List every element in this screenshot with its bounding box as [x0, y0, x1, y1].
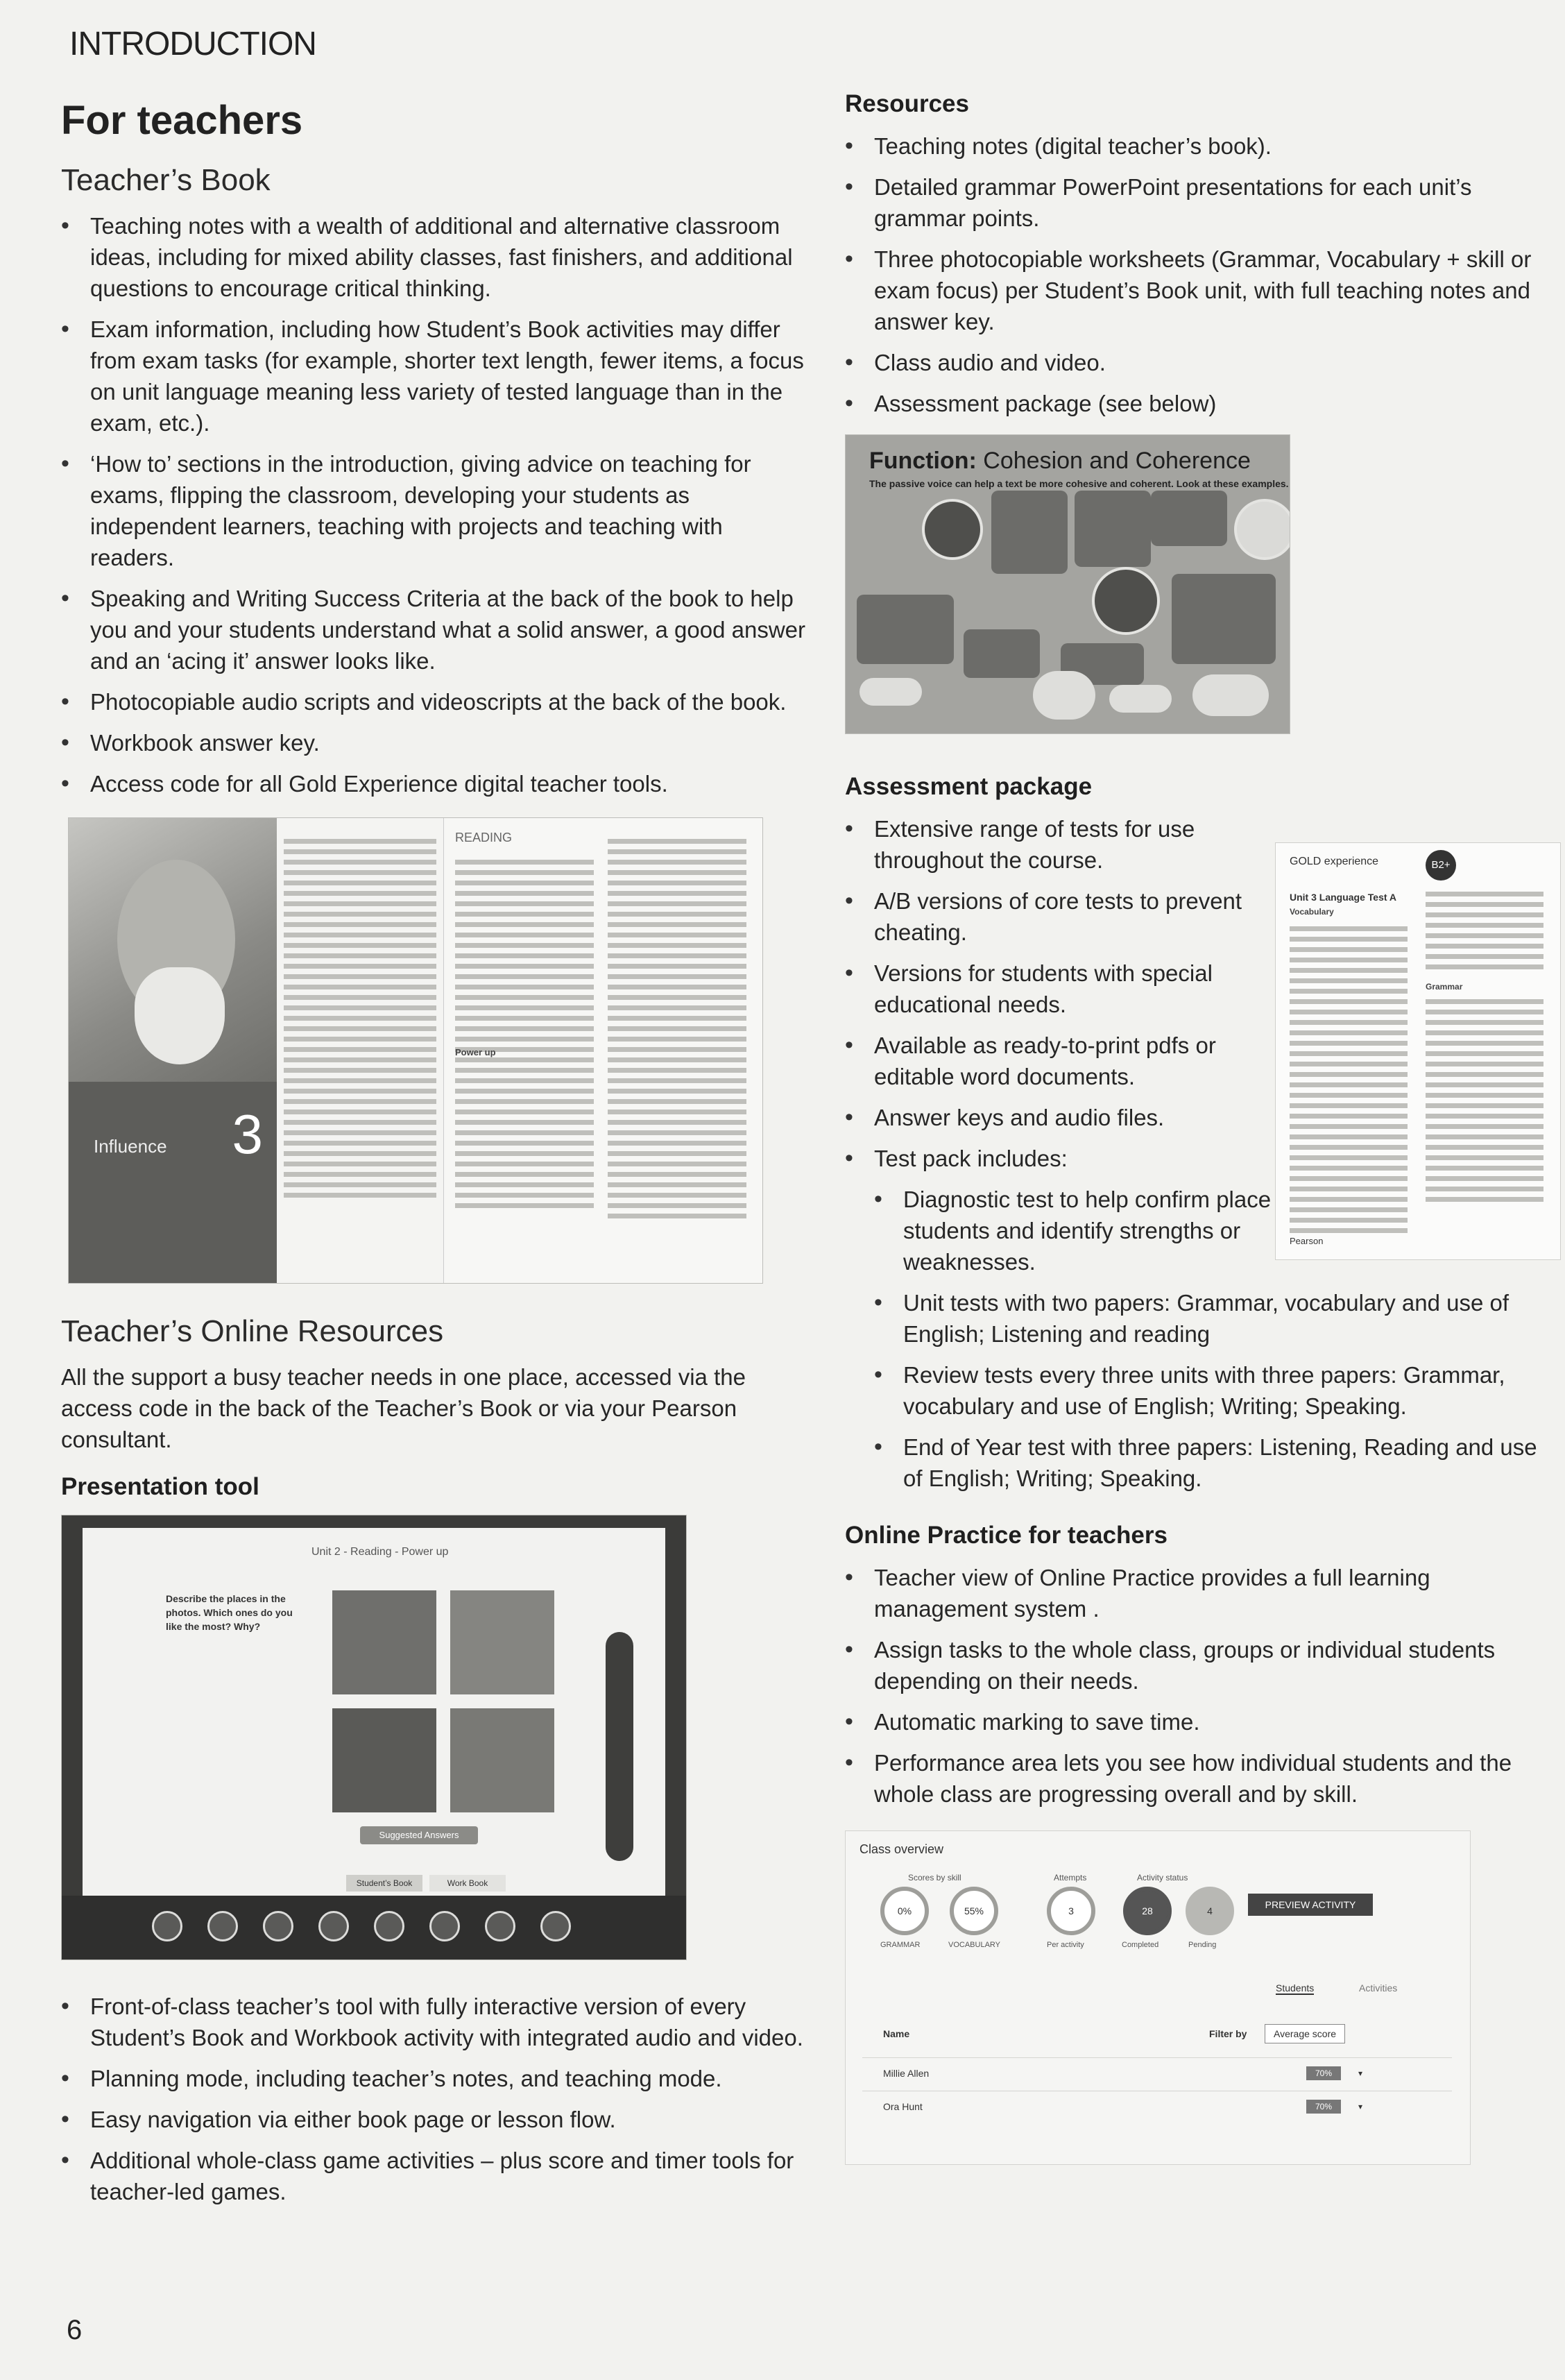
presentation-tool-heading: Presentation tool — [61, 1473, 259, 1500]
list-item: • Front-of-class teacher’s tool with fully interactive version of every Student’s Book and Workbook activity with integrated audio and video. — [61, 1991, 810, 2053]
presentation-tool-list — [61, 1991, 810, 2207]
list-item: • Versions for students with special educational needs. — [845, 958, 1275, 1020]
list-item: • Automatic marking to save time. — [845, 1706, 1553, 1737]
tab-students[interactable]: Students — [1276, 1982, 1315, 1994]
speech-bubble — [1075, 491, 1151, 567]
girl-avatar-icon — [1234, 499, 1290, 560]
photo-cathedral — [332, 1590, 436, 1694]
attempts-count: 3 — [1047, 1887, 1095, 1935]
filter-select[interactable]: Average score — [1265, 2024, 1345, 2043]
list-item: • ‘How to’ sections in the introduction, giving advice on teaching for exams, flipping the classroom, developing your students as independent learners, teaching with projects and teaching with readers. — [61, 448, 810, 573]
name-column-header[interactable]: Name — [883, 2028, 910, 2039]
lesson-flow-bar — [62, 1896, 686, 1960]
unit-label: Influence — [94, 1136, 167, 1157]
scores-label: Scores by skill — [908, 1873, 961, 1882]
photo-waterfall — [450, 1708, 554, 1812]
list-item: • Diagnostic test to help confirm place students and identify strengths or weaknesses. — [874, 1184, 1278, 1277]
resources-heading: Resources — [845, 90, 969, 117]
list-item: • Performance area lets you see how individual students and the whole class are progressing overall and by skill. — [845, 1747, 1553, 1810]
status-label: Activity status — [1137, 1873, 1188, 1882]
list-item: • Unit tests with two papers: Grammar, vocabulary and use of English; Listening and reading — [874, 1287, 1553, 1350]
grammar-label: GRAMMAR — [880, 1941, 921, 1949]
list-item: • Assessment package (see below) — [845, 388, 1553, 419]
online-practice-heading: Online Practice for teachers — [845, 1522, 1168, 1549]
online-practice-list — [845, 1562, 1553, 1810]
tab-work-book[interactable]: Work Book — [429, 1875, 506, 1892]
left-column — [61, 90, 810, 2217]
lesson-step-icon[interactable] — [152, 1911, 182, 1941]
lesson-step-icon[interactable] — [374, 1911, 404, 1941]
function-subtitle: The passive voice can help a text be more cohesive and coherent. Look at these examples. — [869, 478, 1289, 489]
class-overview-figure — [845, 1830, 1471, 2165]
grammar-powerpoint-figure — [845, 434, 1290, 734]
speech-bubble — [1151, 491, 1227, 546]
list-item: • Available as ready-to-print pdfs or editable word documents. — [845, 1030, 1275, 1092]
list-item: • Extensive range of tests for use throughout the course. — [845, 813, 1275, 876]
list-item: • Teaching notes (digital teacher’s book). — [845, 130, 1553, 162]
cover-photo — [69, 818, 277, 1082]
speech-bubble — [964, 629, 1040, 678]
unit-number: 3 — [232, 1103, 263, 1165]
vocab-score: 55% — [950, 1887, 998, 1935]
student-name: Millie Allen — [883, 2068, 930, 2079]
student-name: Ora Hunt — [883, 2101, 923, 2112]
list-item: • Workbook answer key. — [61, 727, 810, 758]
teachers-book-list — [61, 210, 810, 799]
test-section: Vocabulary — [1290, 907, 1334, 917]
function-title: Function: Cohesion and Coherence — [869, 448, 1251, 474]
chevron-down-icon[interactable]: ▾ — [1358, 2102, 1363, 2111]
tool-sidebar[interactable] — [606, 1632, 633, 1861]
presentation-prompt: Describe the places in the photos. Which ones do you like the most? Why? — [166, 1593, 293, 1632]
list-item: • A/B versions of core tests to prevent cheating. — [845, 885, 1275, 948]
test-title: Unit 3 Language Test A — [1290, 892, 1397, 903]
online-resources-text: All the support a busy teacher needs in one place, accessed via the access code in the back of the Teacher’s Book or via your Pearson consultant. — [61, 1364, 746, 1452]
lesson-step-icon[interactable] — [207, 1911, 238, 1941]
chevron-down-icon[interactable]: ▾ — [1358, 2068, 1363, 2078]
list-item: • Review tests every three units with three papers: Grammar, vocabulary and use of English; Writing; Speaking. — [874, 1359, 1553, 1422]
teacher-avatar-icon — [1092, 567, 1160, 635]
boy-avatar-icon — [922, 499, 983, 560]
completed-count: 28 — [1123, 1887, 1172, 1935]
student-score: 70% — [1306, 2066, 1341, 2080]
presentation-unit-title: Unit 2 - Reading - Power up — [311, 1546, 449, 1558]
teachers-book-heading: Teacher’s Book — [61, 163, 271, 197]
presentation-tool-figure — [61, 1515, 687, 1960]
lesson-step-icon[interactable] — [318, 1911, 349, 1941]
test-grammar-section: Grammar — [1426, 982, 1463, 992]
list-item: • Additional whole-class game activities – plus score and timer tools for teacher-led games. — [61, 2145, 810, 2207]
list-item: • Answer keys and audio files. — [845, 1102, 1275, 1133]
photo-mountain — [450, 1590, 554, 1694]
page-title: For teachers — [61, 98, 303, 143]
list-item: • Photocopiable audio scripts and videoscripts at the back of the book. — [61, 686, 810, 717]
thought-cloud — [1192, 674, 1269, 716]
list-item: • Test pack includes: — [845, 1143, 1275, 1174]
power-up-heading: Power up — [455, 1047, 496, 1057]
thought-cloud — [860, 678, 922, 706]
list-item: • Teaching notes with a wealth of additional and alternative classroom ideas, including for mixed ability classes, fast finishers, and additional questions to encourage critical thinking. — [61, 210, 810, 304]
class-overview-title: Class overview — [860, 1842, 944, 1856]
book-reading-page — [443, 818, 763, 1283]
presentation-canvas — [83, 1528, 665, 1896]
preview-activity-button[interactable]: PREVIEW ACTIVITY — [1248, 1894, 1373, 1916]
thought-cloud — [1109, 685, 1172, 713]
reading-heading: READING — [455, 831, 513, 844]
lesson-step-icon[interactable] — [540, 1911, 571, 1941]
list-item: • Easy navigation via either book page or lesson flow. — [61, 2104, 810, 2135]
assessment-heading: Assessment package — [845, 773, 1093, 800]
tab-activities[interactable]: Activities — [1359, 1982, 1398, 1994]
book-cover-panel — [69, 818, 277, 1283]
list-item: • Assign tasks to the whole class, groups or individual students depending on their needs. — [845, 1634, 1553, 1697]
completed-label: Completed — [1122, 1941, 1159, 1949]
student-score: 70% — [1306, 2100, 1341, 2114]
page-number: 6 — [67, 2315, 83, 2345]
lesson-step-icon[interactable] — [263, 1911, 293, 1941]
suggested-answers-button[interactable]: Suggested Answers — [360, 1826, 478, 1844]
list-item: • Exam information, including how Student’s Book activities may differ from exam tasks (for example, shorter text length, fewer items, a focus on unit language meaning less variety of tested language than in the exam, etc.). — [61, 314, 810, 439]
test-paper-figure — [1275, 842, 1561, 1260]
list-item: • Class audio and video. — [845, 347, 1553, 378]
grammar-score: 0% — [880, 1887, 929, 1935]
list-item: • Speaking and Writing Success Criteria at the back of the book to help you and your students understand what a solid answer, a good answer and an ‘acing it’ answer looks like. — [61, 583, 810, 677]
list-item: • Access code for all Gold Experience digital teacher tools. — [61, 768, 810, 799]
test-brand: GOLD experience — [1290, 856, 1379, 867]
speech-bubble — [1172, 574, 1276, 664]
pending-count: 4 — [1186, 1887, 1234, 1935]
list-item: • Three photocopiable worksheets (Grammar, Vocabulary + skill or exam focus) per Student’s Book unit, with full teaching notes and answer key. — [845, 244, 1553, 337]
assessment-list — [845, 813, 1275, 1174]
level-badge: B2+ — [1426, 850, 1456, 881]
pearson-logo: Pearson — [1290, 1236, 1324, 1246]
table-row[interactable] — [862, 2091, 1452, 2122]
table-row[interactable] — [862, 2057, 1452, 2089]
photo-aurora — [332, 1708, 436, 1812]
thought-cloud — [1033, 671, 1095, 720]
pending-label: Pending — [1188, 1941, 1217, 1949]
attempts-sub-label: Per activity — [1047, 1941, 1084, 1949]
section-header: INTRODUCTION — [69, 26, 316, 62]
speech-bubble — [991, 491, 1068, 574]
vocab-label: VOCABULARY — [948, 1941, 1000, 1949]
teachers-book-figure — [68, 817, 763, 1284]
lesson-step-icon[interactable] — [485, 1911, 515, 1941]
resources-list — [845, 130, 1553, 419]
tab-students-book[interactable]: Student’s Book — [346, 1875, 422, 1892]
attempts-label: Attempts — [1054, 1873, 1087, 1882]
list-item: • Teacher view of Online Practice provides a full learning management system . — [845, 1562, 1553, 1624]
list-item: • Planning mode, including teacher’s notes, and teaching mode. — [61, 2063, 810, 2094]
filter-label: Filter by — [1209, 2028, 1247, 2039]
table-header — [862, 2018, 1452, 2049]
lesson-step-icon[interactable] — [429, 1911, 460, 1941]
speech-bubble — [857, 595, 954, 664]
list-item: • End of Year test with three papers: Listening, Reading and use of English; Writing; Speaking. — [874, 1431, 1553, 1494]
online-resources-heading: Teacher’s Online Resources — [61, 1314, 444, 1348]
list-item: • Detailed grammar PowerPoint presentations for each unit’s grammar points. — [845, 171, 1553, 234]
